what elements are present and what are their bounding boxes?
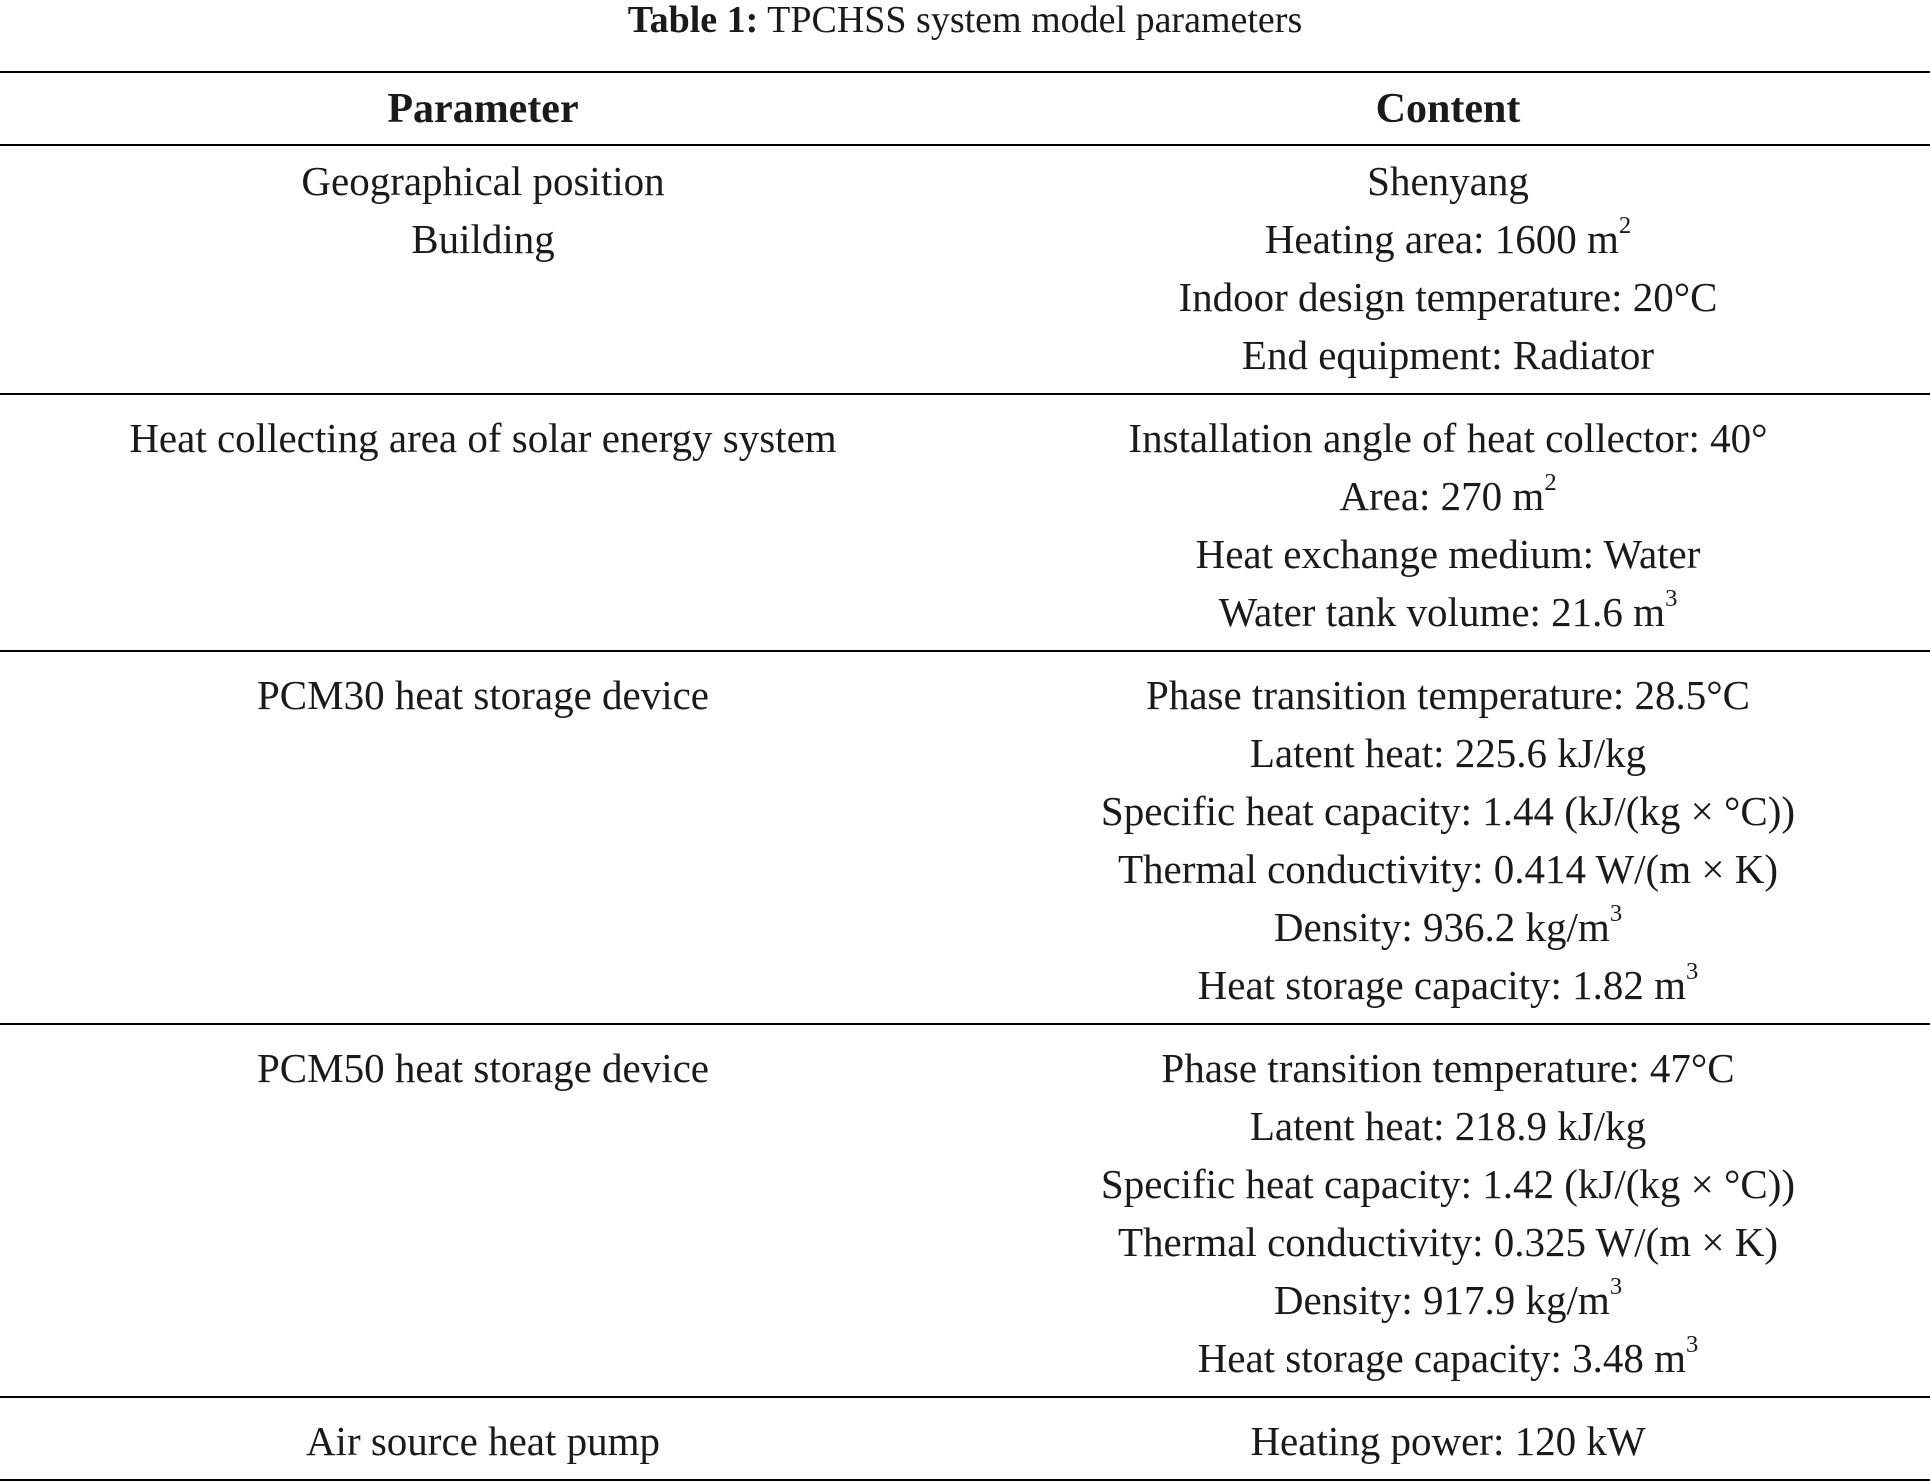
column-header-parameter: Parameter	[0, 72, 966, 145]
parameter-cell	[0, 651, 966, 1024]
content-line: Phase transition temperature: 47°C	[1161, 1045, 1735, 1091]
parameter-cell	[0, 1397, 966, 1480]
content-line: Latent heat: 225.6 kJ/kg	[1249, 730, 1647, 776]
content-cell	[966, 1024, 1930, 1397]
table-header-row	[0, 72, 1930, 145]
content-line: Shenyang	[1367, 158, 1529, 204]
table-row-pcm50	[0, 1024, 1930, 1397]
content-line: Heating power: 120 kW	[1250, 1418, 1646, 1464]
caption-text: TPCHSS system model parameters	[758, 0, 1303, 41]
table-row-solar-collector	[0, 394, 1930, 651]
table-row-geography-building	[0, 145, 1930, 394]
content-line: Indoor design temperature: 20°C	[1178, 274, 1718, 320]
content-line: Heating area: 1600 $m^2$	[1264, 212, 1632, 262]
content-line: Area: 270 $m^2$	[1339, 469, 1557, 519]
content-cell	[966, 1397, 1930, 1480]
table-caption	[0, 0, 1930, 40]
content-cell	[966, 651, 1930, 1024]
column-header-content: Content	[966, 72, 1930, 145]
content-line: Heat storage capacity: 1.82 $m^3$	[1197, 958, 1699, 1008]
content-line: End equipment: Radiator	[1241, 332, 1655, 378]
content-line: Thermal conductivity: 0.325 W/(m × K)	[1117, 1219, 1778, 1265]
parameter-label: PCM30 heat storage device	[256, 672, 710, 718]
content-line: Phase transition temperature: 28.5°C	[1146, 672, 1750, 718]
parameter-cell	[0, 1024, 966, 1397]
content-line: Water tank volume: 21.6 $m^3$	[1218, 585, 1678, 635]
content-line: Density: 917.9 $kg/m^3$	[1273, 1273, 1623, 1323]
content-cell	[966, 394, 1930, 651]
parameter-label: Air source heat pump	[305, 1418, 661, 1464]
parameter-cell	[0, 145, 966, 394]
content-line: Heat storage capacity: 3.48 $m^3$	[1197, 1331, 1699, 1381]
table-row-pcm30	[0, 651, 1930, 1024]
parameter-label: Geographical position	[301, 158, 665, 204]
content-line: Installation angle of heat collector: 40°	[1128, 415, 1768, 461]
content-cell	[966, 145, 1930, 394]
parameter-label: Heat collecting area of solar energy system	[129, 415, 837, 461]
content-line: Thermal conductivity: 0.414 W/(m × K)	[1117, 846, 1778, 892]
parameter-label: PCM50 heat storage device	[256, 1045, 710, 1091]
parameter-label: Building	[411, 216, 555, 262]
content-line: Latent heat: 218.9 kJ/kg	[1249, 1103, 1647, 1149]
parameters-table	[0, 71, 1930, 1481]
content-line: Specific heat capacity: 1.44 (kJ/(kg × °C))	[1100, 788, 1796, 834]
content-line: Specific heat capacity: 1.42 (kJ/(kg × °C))	[1100, 1161, 1796, 1207]
parameter-cell	[0, 394, 966, 651]
caption-label: Table 1:	[627, 0, 759, 41]
content-line: Density: 936.2 $kg/m^3$	[1273, 900, 1623, 950]
table-row-heat-pump	[0, 1397, 1930, 1480]
content-line: Heat exchange medium: Water	[1195, 531, 1701, 577]
